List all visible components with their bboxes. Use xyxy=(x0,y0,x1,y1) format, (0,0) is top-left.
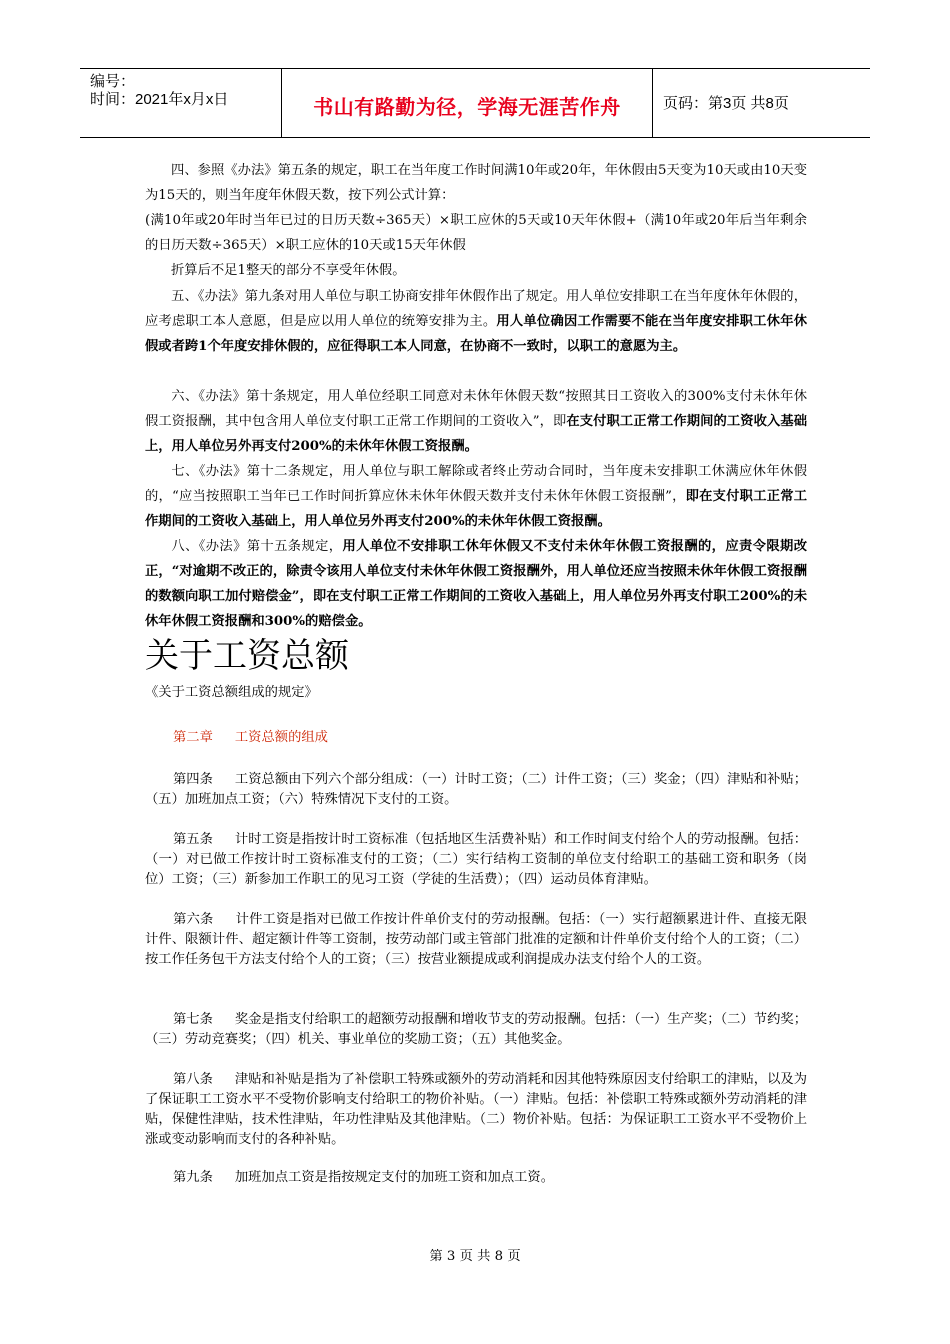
paragraph-8 xyxy=(145,534,807,634)
section-subtitle: 《关于工资总额组成的规定》 xyxy=(145,685,318,700)
motto-text: 书山有路勤为径，学海无涯苦作舟 xyxy=(313,95,621,119)
serial-label: 编号： xyxy=(90,73,136,90)
formula-text: (满10年或20年时当年已过的日历天数÷365天）×职工应休的5天或10天年休假+（满10年或20年后当年剩余的日历天数÷365天）×职工应休的10天或15天年休假 xyxy=(145,213,807,253)
chapter-heading xyxy=(173,728,328,748)
note-text: 折算后不足1整天的部分不享受年休假。 xyxy=(171,263,406,278)
header-page-cell xyxy=(653,69,870,137)
article-6 xyxy=(145,910,807,970)
paragraph-7-bold: 即在支付职工正常工作期间的工资收入基础上，用人单位另外再支付200%的未休年休假工资报酬。 xyxy=(145,489,807,529)
time-label: 时间：2021年x月x日 xyxy=(90,91,229,108)
article-5 xyxy=(145,830,807,890)
paragraph-5-text: 五、《办法》第九条对用人单位与职工协商安排年休假作出了规定。用人单位安排职工在当年度休年休假的，应考虑职工本人意愿，但是应以用人单位的统筹安排为主。 xyxy=(145,289,807,329)
page-info: 页码：第3页 共8页 xyxy=(663,95,789,112)
paragraph-8-text: 八、《办法》第十五条规定， xyxy=(171,539,343,554)
article-text: 计时工资是指按计时工资标准（包括地区生活费补贴）和工作时间支付给个人的劳动报酬。包括：（一）对已做工作按计时工资标准支付的工资；（二）实行结构工资制的单位支付给职工的基础工资和职务（岗位）工资；（三）新参加工作职工的见习工资（学徒的生活费）；（四）运动员体育津贴。 xyxy=(145,832,808,887)
formula xyxy=(145,208,807,258)
paragraph-4-text: 四、参照《办法》第五条的规定，职工在当年度工作时间满10年或20年，年休假由5天变为10天或由10天变为15天的，则当年度年休假天数，按下列公式计算： xyxy=(145,163,807,203)
article-number: 第四条 xyxy=(173,772,213,787)
article-4 xyxy=(145,770,807,810)
page-footer: 第 3 页 共 8 页 xyxy=(429,1249,521,1264)
article-8 xyxy=(145,1070,807,1150)
header-motto-cell xyxy=(282,69,653,137)
paragraph-7 xyxy=(145,459,807,534)
section-title: 关于工资总额 xyxy=(145,636,349,676)
article-text: 工资总额由下列六个部分组成：（一）计时工资；（二）计件工资；（三）奖金；（四）津贴和补贴；（五）加班加点工资；（六）特殊情况下支付的工资。 xyxy=(145,772,807,807)
article-7 xyxy=(145,1010,807,1050)
article-text: 计件工资是指对已做工作按计件单价支付的劳动报酬。包括：（一）实行超额累进计件、直接无限计件、限额计件、超定额计件等工资制，按劳动部门或主管部门批准的定额和计件单价支付给个人的工资；（二）按工作任务包干方法支付给个人的工资；（三）按营业额提成或利润提成办法支付给个人的工资。 xyxy=(145,912,808,967)
article-number: 第七条 xyxy=(173,1012,213,1027)
article-number: 第八条 xyxy=(173,1072,213,1087)
article-number: 第五条 xyxy=(173,832,213,847)
paragraph-6-bold: 在支付职工正常工作期间的工资收入基础上，用人单位另外再支付200%的未休年休假工资报酬。 xyxy=(145,414,808,454)
article-text: 加班加点工资是指按规定支付的加班工资和加点工资。 xyxy=(234,1170,555,1185)
chapter-name: 工资总额的组成 xyxy=(234,730,328,745)
article-number: 第九条 xyxy=(173,1170,213,1185)
paragraph-8-bold: 用人单位不安排职工休年休假又不支付未休年休假工资报酬的，应责令限期改正，“对逾期不改正的，除责令该用人单位支付未休年休假工资报酬外，用人单位还应当按照未休年休假工资报酬的数额向职工加付赔偿金”，即在支付职工正常工作期间的工资收入基础上，用人单位另外再支付职工200%的未休年休假工资报酬和300%的赔偿金。 xyxy=(145,539,807,629)
paragraph-4 xyxy=(145,158,807,208)
page-header xyxy=(80,68,870,138)
paragraph-5 xyxy=(145,284,807,359)
chapter-number: 第二章 xyxy=(173,730,213,745)
article-number: 第六条 xyxy=(173,912,214,927)
article-9 xyxy=(145,1168,807,1188)
paragraph-5-bold: 用人单位确因工作需要不能在当年度安排职工休年休假或者跨1个年度安排休假的，应征得职工本人同意，在协商不一致时，以职工的意愿为主。 xyxy=(145,314,808,354)
article-text: 津贴和补贴是指为了补偿职工特殊或额外的劳动消耗和因其他特殊原因支付给职工的津贴，以及为了保证职工工资水平不受物价影响支付给职工的物价补贴。（一）津贴。包括：补偿职工特殊或额外劳动消耗的津贴，保健性津贴，技术性津贴，年功性津贴及其他津贴。（二）物价补贴。包括：为保证职工工资水平不受物价上涨或变动影响而支付的各种补贴。 xyxy=(145,1072,808,1147)
note xyxy=(145,258,807,283)
paragraph-6-text: 六、《办法》第十条规定，用人单位经职工同意对未休年休假天数“按照其日工资收入的300%支付未休年休假工资报酬，其中包含用人单位支付职工正常工作期间的工资收入”，即 xyxy=(145,389,807,429)
article-text: 奖金是指支付给职工的超额劳动报酬和增收节支的劳动报酬。包括：（一）生产奖；（二）节约奖；（三）劳动竞赛奖；（四）机关、事业单位的奖励工资；（五）其他奖金。 xyxy=(145,1012,807,1047)
paragraph-6 xyxy=(145,384,807,459)
header-info-cell xyxy=(80,69,282,137)
paragraph-7-text: 七、《办法》第十二条规定，用人单位与职工解除或者终止劳动合同时，当年度未安排职工休满应休年休假的，“应当按照职工当年已工作时间折算应休未休年休假天数并支付未休年休假工资报酬”， xyxy=(145,464,807,504)
